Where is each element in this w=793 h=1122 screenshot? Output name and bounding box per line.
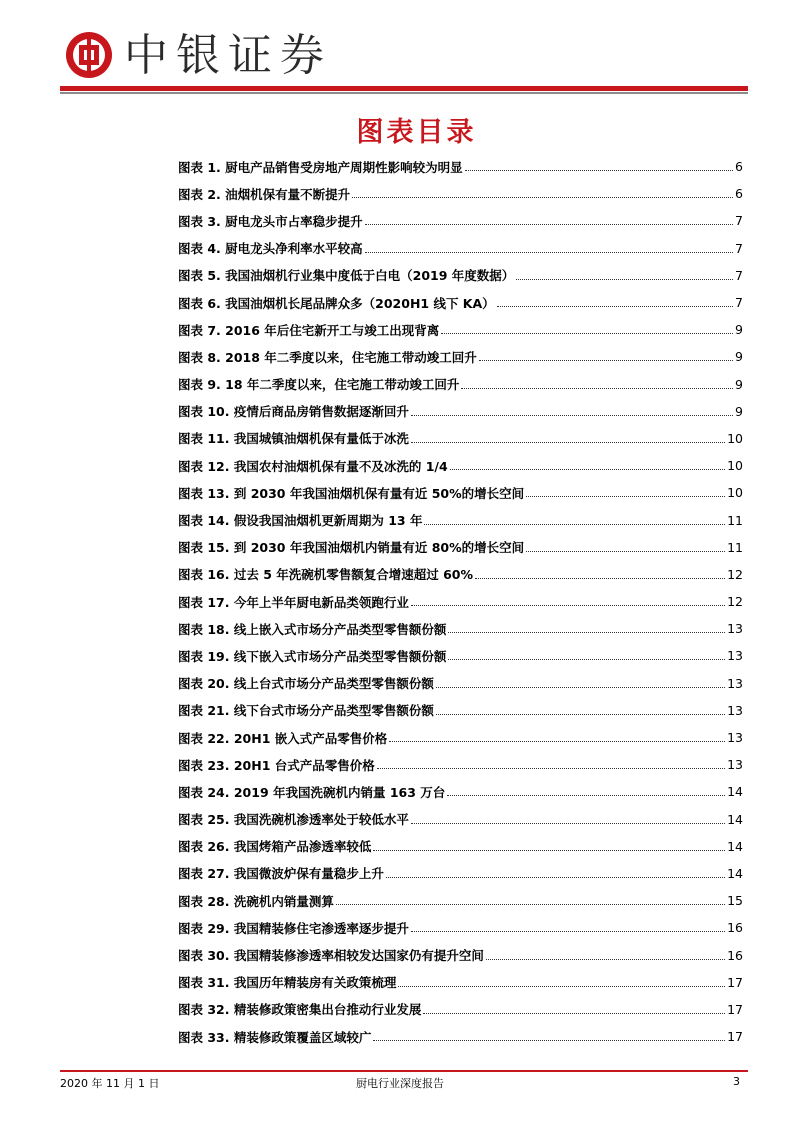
toc-dot-leader bbox=[424, 512, 725, 525]
toc-dot-leader bbox=[486, 947, 725, 960]
toc-entry-label[interactable]: 图表 18. 线上嵌入式市场分产品类型零售额份额 bbox=[178, 621, 447, 637]
toc-dot-leader bbox=[436, 702, 725, 715]
toc-dot-leader bbox=[441, 321, 733, 334]
toc-entry-label[interactable]: 图表 17. 今年上半年厨电新品类领跑行业 bbox=[178, 594, 409, 610]
toc-entry-label[interactable]: 图表 9. 18 年二季度以来，住宅施工带动竣工回升 bbox=[178, 377, 460, 393]
toc-dot-leader bbox=[447, 783, 725, 796]
toc-entry[interactable] bbox=[178, 153, 743, 180]
toc-dot-leader bbox=[436, 675, 725, 688]
toc-entry[interactable] bbox=[178, 588, 743, 615]
toc-entry[interactable] bbox=[178, 806, 743, 833]
toc-dot-leader bbox=[386, 865, 725, 878]
toc-dot-leader bbox=[411, 403, 733, 416]
toc-entry-label[interactable]: 图表 25. 我国洗碗机渗透率处于较低水平 bbox=[178, 812, 409, 828]
toc-entry-label[interactable]: 图表 2. 油烟机保有量不断提升 bbox=[178, 186, 351, 202]
toc-entry[interactable] bbox=[178, 343, 743, 370]
toc-entry[interactable] bbox=[178, 371, 743, 398]
header-divider-secondary bbox=[60, 92, 748, 94]
toc-dot-leader bbox=[475, 566, 725, 579]
toc-entry[interactable] bbox=[178, 561, 743, 588]
toc-entry-page[interactable]: 7 bbox=[735, 240, 743, 256]
toc-dot-leader bbox=[373, 1028, 725, 1041]
toc-entry-label[interactable]: 图表 3. 厨电龙头市占率稳步提升 bbox=[178, 213, 363, 229]
toc-entry-page[interactable]: 12 bbox=[727, 594, 743, 610]
toc-entry[interactable] bbox=[178, 425, 743, 452]
toc-dot-leader bbox=[423, 1001, 725, 1014]
toc-entry[interactable] bbox=[178, 289, 743, 316]
toc-entry-page[interactable]: 6 bbox=[735, 159, 743, 175]
toc-entry[interactable] bbox=[178, 1023, 743, 1050]
toc-dot-leader bbox=[465, 158, 733, 171]
toc-entry[interactable] bbox=[178, 534, 743, 561]
toc-entry-page[interactable]: 6 bbox=[735, 186, 743, 202]
toc-entry-label[interactable]: 图表 19. 线下嵌入式市场分产品类型零售额份额 bbox=[178, 648, 447, 664]
toc-entry-label[interactable]: 图表 27. 我国微波炉保有量稳步上升 bbox=[178, 866, 384, 882]
toc-entry-label[interactable]: 图表 33. 精装修政策覆盖区域较广 bbox=[178, 1029, 372, 1045]
toc-entry-label[interactable]: 图表 12. 我国农村油烟机保有量不及冰洗的 1/4 bbox=[178, 458, 448, 474]
toc-entry[interactable] bbox=[178, 969, 743, 996]
footer-date: 2020 年 11 月 1 日 bbox=[60, 1077, 160, 1090]
toc-entry-page[interactable]: 10 bbox=[727, 458, 743, 474]
toc-entry-label[interactable]: 图表 21. 线下台式市场分产品类型零售额份额 bbox=[178, 703, 434, 719]
toc-entry[interactable] bbox=[178, 452, 743, 479]
toc-entry[interactable] bbox=[178, 479, 743, 506]
toc-entry[interactable] bbox=[178, 697, 743, 724]
toc-entry-label[interactable]: 图表 23. 20H1 台式产品零售价格 bbox=[178, 757, 375, 773]
toc-dot-leader bbox=[497, 294, 733, 307]
toc-entry-label[interactable]: 图表 14. 假设我国油烟机更新周期为 13 年 bbox=[178, 513, 423, 529]
toc-dot-leader bbox=[479, 348, 733, 361]
toc-entry-label[interactable]: 图表 13. 到 2030 年我国油烟机保有量有近 50%的增长空间 bbox=[178, 485, 525, 501]
toc-entry[interactable] bbox=[178, 833, 743, 860]
toc-entry-label[interactable]: 图表 29. 我国精装修住宅渗透率逐步提升 bbox=[178, 920, 409, 936]
toc-entry-page[interactable]: 10 bbox=[727, 485, 743, 501]
toc-entry[interactable] bbox=[178, 615, 743, 642]
header-divider bbox=[60, 86, 748, 91]
footer-divider bbox=[60, 1070, 748, 1072]
table-of-figures bbox=[178, 153, 743, 1050]
toc-entry[interactable] bbox=[178, 751, 743, 778]
toc-entry[interactable] bbox=[178, 262, 743, 289]
boc-logo-icon bbox=[66, 32, 112, 78]
toc-entry-page[interactable]: 17 bbox=[727, 974, 743, 990]
toc-dot-leader bbox=[352, 185, 733, 198]
toc-entry[interactable] bbox=[178, 724, 743, 751]
toc-dot-leader bbox=[398, 974, 725, 987]
toc-dot-leader bbox=[411, 593, 725, 606]
toc-entry[interactable] bbox=[178, 316, 743, 343]
toc-entry[interactable] bbox=[178, 398, 743, 425]
toc-entry-label[interactable]: 图表 7. 2016 年后住宅新开工与竣工出现背离 bbox=[178, 322, 440, 338]
toc-entry-page[interactable]: 13 bbox=[727, 648, 743, 664]
toc-entry-page[interactable]: 14 bbox=[727, 811, 743, 827]
toc-entry-label[interactable]: 图表 6. 我国油烟机长尾品牌众多（2020H1 线下 KA） bbox=[178, 295, 495, 311]
toc-entry-page[interactable]: 11 bbox=[727, 512, 743, 528]
toc-dot-leader bbox=[411, 430, 725, 443]
toc-entry[interactable] bbox=[178, 506, 743, 533]
toc-entry-label[interactable]: 图表 22. 20H1 嵌入式产品零售价格 bbox=[178, 730, 388, 746]
toc-entry[interactable] bbox=[178, 941, 743, 968]
toc-dot-leader bbox=[448, 647, 725, 660]
toc-dot-leader bbox=[448, 620, 725, 633]
toc-entry-label[interactable]: 图表 20. 线上台式市场分产品类型零售额份额 bbox=[178, 676, 434, 692]
toc-entry[interactable] bbox=[178, 207, 743, 234]
toc-entry-label[interactable]: 图表 11. 我国城镇油烟机保有量低于冰洗 bbox=[178, 431, 409, 447]
toc-entry-page[interactable]: 9 bbox=[735, 349, 743, 365]
toc-entry-label[interactable]: 图表 31. 我国历年精装房有关政策梳理 bbox=[178, 975, 397, 991]
toc-entry-page[interactable]: 10 bbox=[727, 430, 743, 446]
toc-entry-page[interactable]: 7 bbox=[735, 213, 743, 229]
footer-page-number: 3 bbox=[733, 1075, 740, 1088]
toc-entry-page[interactable]: 17 bbox=[727, 1001, 743, 1017]
toc-dot-leader bbox=[526, 484, 725, 497]
toc-entry[interactable] bbox=[178, 887, 743, 914]
toc-entry-label[interactable]: 图表 15. 到 2030 年我国油烟机内销量有近 80%的增长空间 bbox=[178, 540, 525, 556]
toc-entry-page[interactable]: 13 bbox=[727, 757, 743, 773]
toc-entry[interactable] bbox=[178, 860, 743, 887]
toc-entry-page[interactable]: 13 bbox=[727, 621, 743, 637]
toc-dot-leader bbox=[411, 811, 725, 824]
toc-entry-page[interactable]: 14 bbox=[727, 865, 743, 881]
toc-entry-page[interactable]: 9 bbox=[735, 376, 743, 392]
toc-entry[interactable] bbox=[178, 180, 743, 207]
toc-entry-page[interactable]: 13 bbox=[727, 675, 743, 691]
toc-dot-leader bbox=[389, 729, 725, 742]
page-footer bbox=[60, 1075, 740, 1093]
toc-entry-page[interactable]: 9 bbox=[735, 403, 743, 419]
toc-entry-page[interactable]: 15 bbox=[727, 893, 743, 909]
brand-name: 中银证券 bbox=[124, 30, 332, 81]
toc-entry-label[interactable]: 图表 16. 过去 5 年洗碗机零售额复合增速超过 60% bbox=[178, 567, 474, 583]
page-title: 图表目录 bbox=[356, 117, 477, 148]
toc-dot-leader bbox=[373, 838, 725, 851]
toc-entry-label[interactable]: 图表 32. 精装修政策密集出台推动行业发展 bbox=[178, 1002, 422, 1018]
toc-entry-label[interactable]: 图表 8. 2018 年二季度以来，住宅施工带动竣工回升 bbox=[178, 349, 477, 365]
toc-entry-page[interactable]: 11 bbox=[727, 539, 743, 555]
toc-entry-label[interactable]: 图表 4. 厨电龙头净利率水平较高 bbox=[178, 241, 363, 257]
toc-entry-page[interactable]: 14 bbox=[727, 838, 743, 854]
toc-dot-leader bbox=[450, 457, 725, 470]
toc-dot-leader bbox=[377, 756, 725, 769]
toc-dot-leader bbox=[526, 539, 725, 552]
toc-entry-label[interactable]: 图表 24. 2019 年我国洗碗机内销量 163 万台 bbox=[178, 784, 446, 800]
toc-entry-label[interactable]: 图表 30. 我国精装修渗透率相较发达国家仍有提升空间 bbox=[178, 948, 484, 964]
toc-entry-page[interactable]: 13 bbox=[727, 702, 743, 718]
toc-entry[interactable] bbox=[178, 778, 743, 805]
toc-entry-page[interactable]: 16 bbox=[727, 947, 743, 963]
toc-entry[interactable] bbox=[178, 235, 743, 262]
toc-dot-leader bbox=[411, 919, 725, 932]
toc-entry-page[interactable]: 13 bbox=[727, 730, 743, 746]
toc-entry-page[interactable]: 17 bbox=[727, 1029, 743, 1045]
toc-entry-label[interactable]: 图表 26. 我国烤箱产品渗透率较低 bbox=[178, 839, 372, 855]
page-header bbox=[0, 0, 793, 96]
toc-entry[interactable] bbox=[178, 642, 743, 669]
toc-entry-label[interactable]: 图表 28. 洗碗机内销量测算 bbox=[178, 893, 334, 909]
toc-dot-leader bbox=[365, 212, 733, 225]
toc-entry-label[interactable]: 图表 1. 厨电产品销售受房地产周期性影响较为明显 bbox=[178, 159, 463, 175]
toc-entry-label[interactable]: 图表 10. 疫情后商品房销售数据逐渐回升 bbox=[178, 404, 409, 420]
toc-entry-page[interactable]: 14 bbox=[727, 784, 743, 800]
toc-entry-page[interactable]: 9 bbox=[735, 322, 743, 338]
toc-entry[interactable] bbox=[178, 914, 743, 941]
toc-entry-page[interactable]: 7 bbox=[735, 295, 743, 311]
toc-dot-leader bbox=[365, 240, 733, 253]
toc-entry[interactable] bbox=[178, 670, 743, 697]
toc-dot-leader bbox=[516, 267, 733, 280]
toc-entry-label[interactable]: 图表 5. 我国油烟机行业集中度低于白电（2019 年度数据） bbox=[178, 268, 515, 284]
toc-entry-page[interactable]: 16 bbox=[727, 920, 743, 936]
footer-report-name: 厨电行业深度报告 bbox=[356, 1077, 444, 1090]
toc-dot-leader bbox=[336, 892, 725, 905]
toc-entry-page[interactable]: 7 bbox=[735, 267, 743, 283]
toc-entry[interactable] bbox=[178, 996, 743, 1023]
toc-entry-page[interactable]: 12 bbox=[727, 566, 743, 582]
toc-dot-leader bbox=[461, 376, 733, 389]
